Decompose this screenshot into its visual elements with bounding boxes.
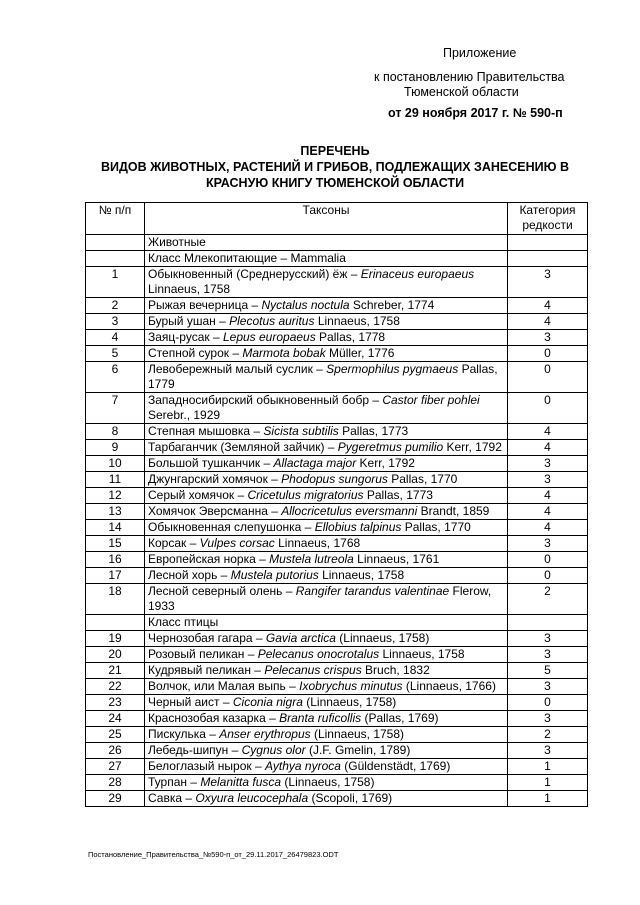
taxon-author: Pallas, 1770 [401, 520, 471, 534]
table-row [86, 488, 588, 504]
latin-name: Rangifer tarandus valentinae [295, 584, 450, 598]
row-number: 20 [86, 647, 145, 663]
taxon-cell [145, 362, 508, 393]
taxon-author: Pallas, 1773 [338, 424, 409, 438]
table-row [86, 775, 588, 791]
row-number: 24 [86, 711, 145, 727]
russian-name: Турпан – [148, 775, 201, 789]
table-row [86, 440, 588, 456]
rarity-category: 3 [508, 330, 588, 346]
taxon-cell [145, 552, 508, 568]
section-row [86, 615, 588, 631]
latin-name: Castor fiber pohlei [382, 393, 480, 407]
row-number: 22 [86, 679, 145, 695]
table-row [86, 504, 588, 520]
table-row [86, 536, 588, 552]
rarity-category: 1 [508, 775, 588, 791]
latin-name: Ixobrychus minutus [299, 679, 403, 693]
taxon-author: Pallas, 1770 [387, 472, 458, 486]
taxon-cell [145, 584, 508, 615]
taxon-author: Kerr, 1792 [443, 440, 502, 454]
taxon-cell [145, 727, 508, 743]
taxon-author: Pallas, 1779 [148, 362, 498, 391]
section-label: Класс птицы [145, 615, 508, 631]
russian-name: Лебедь-шипун – [148, 743, 242, 757]
row-number: 2 [86, 298, 145, 314]
russian-name: Тарбаганчик (Земляной зайчик) – [148, 440, 338, 454]
row-number: 4 [86, 330, 145, 346]
table-row [86, 267, 588, 298]
russian-name: Большой тушканчик – [148, 456, 274, 470]
rarity-category: 3 [508, 472, 588, 488]
row-number: 28 [86, 775, 145, 791]
latin-name: Phodopus sungorus [281, 472, 388, 486]
row-number: 14 [86, 520, 145, 536]
taxon-author: Serebr., 1929 [148, 408, 221, 422]
latin-name: Ciconia nigra [232, 695, 303, 709]
rarity-category: 3 [508, 631, 588, 647]
taxon-cell [145, 488, 508, 504]
rarity-category: 0 [508, 362, 588, 393]
russian-name: Бурый ушан – [148, 314, 230, 328]
latin-name: Plecotus auritus [229, 314, 315, 328]
latin-name: Cygnus olor [241, 743, 306, 757]
latin-name: Branta ruficollis [279, 711, 362, 725]
row-number: 7 [86, 393, 145, 424]
taxon-author: (Linnaeus, 1758) [335, 631, 430, 645]
table-row [86, 520, 588, 536]
russian-name: Степной сурок – [148, 346, 243, 360]
russian-name: Розовый пеликан – [148, 647, 258, 661]
table-body [86, 235, 588, 807]
rarity-category: 4 [508, 520, 588, 536]
taxon-cell [145, 695, 508, 711]
table-row [86, 568, 588, 584]
russian-name: Западносибирский обыкновенный бобр – [148, 393, 383, 407]
header-category: Категория редкости [508, 203, 588, 235]
rarity-category: 3 [508, 267, 588, 298]
latin-name: Lepus europaeus [222, 330, 316, 344]
rarity-category: 2 [508, 584, 588, 615]
taxon-cell [145, 631, 508, 647]
species-table [85, 202, 588, 807]
row-number: 11 [86, 472, 145, 488]
rarity-category: 4 [508, 504, 588, 520]
rarity-category: 3 [508, 647, 588, 663]
taxon-author: Linnaeus, 1758 [314, 314, 400, 328]
russian-name: Левобережный малый суслик – [148, 362, 327, 376]
header-taxa: Таксоны [145, 203, 508, 235]
russian-name: Серый хомячок – [148, 488, 248, 502]
russian-name: Кудрявый пеликан – [148, 663, 265, 677]
russian-name: Чернозобая гагара – [148, 631, 266, 645]
russian-name: Европейская норка – [148, 552, 270, 566]
taxon-cell [145, 759, 508, 775]
latin-name: Pelecanus onocrotalus [257, 647, 380, 661]
latin-name: Anser erythropus [219, 727, 311, 741]
taxon-cell [145, 393, 508, 424]
taxon-cell [145, 791, 508, 807]
taxon-author: (Linnaeus, 1758) [302, 695, 397, 709]
taxon-author: Linnaeus, 1758 [379, 647, 465, 661]
latin-name: Mustela putorius [230, 568, 319, 582]
row-number: 16 [86, 552, 145, 568]
taxon-author: Linnaeus, 1758 [148, 282, 231, 296]
section-label: Класс Млекопитающие – Mammalia [145, 251, 508, 267]
taxon-cell [145, 711, 508, 727]
decree-date: от 29 ноября 2017 г. № 590-п [388, 106, 563, 120]
taxon-author: Brandt, 1859 [417, 504, 490, 518]
row-number: 1 [86, 267, 145, 298]
latin-name: Erinaceus europaeus [360, 267, 475, 281]
rarity-category: 5 [508, 663, 588, 679]
section-row [86, 235, 588, 251]
rarity-category: 1 [508, 791, 588, 807]
russian-name: Заяц-русак – [148, 330, 223, 344]
taxon-cell [145, 267, 508, 298]
table-row [86, 472, 588, 488]
russian-name: Лесной северный олень – [148, 584, 296, 598]
table-row [86, 679, 588, 695]
latin-name: Nyctalus noctula [261, 298, 350, 312]
table-row [86, 727, 588, 743]
taxon-cell [145, 424, 508, 440]
latin-name: Ellobius talpinus [314, 520, 402, 534]
taxon-cell [145, 346, 508, 362]
table-row [86, 424, 588, 440]
russian-name: Джунгарский хомячок – [148, 472, 282, 486]
latin-name: Pelecanus crispus [264, 663, 362, 677]
rarity-category: 0 [508, 552, 588, 568]
taxon-cell [145, 536, 508, 552]
table-row [86, 298, 588, 314]
taxon-cell [145, 679, 508, 695]
latin-name: Vulpes corsac [199, 536, 275, 550]
rarity-category: 0 [508, 568, 588, 584]
taxon-cell [145, 504, 508, 520]
row-number: 10 [86, 456, 145, 472]
file-footer: Постановление_Правительства_№590-п_от_29.11.2017_26479823.ODT [88, 850, 339, 859]
latin-name: Gavia arctica [265, 631, 336, 645]
russian-name: Хомячок Эверсманна – [148, 504, 282, 518]
latin-name: Oxyura leucocephala [195, 791, 309, 805]
taxon-author: Kerr, 1792 [356, 456, 415, 470]
appendix-label: Приложение [443, 46, 517, 60]
latin-name: Cricetulus migratorius [247, 488, 364, 502]
rarity-category: 3 [508, 456, 588, 472]
taxon-cell [145, 663, 508, 679]
rarity-category: 4 [508, 314, 588, 330]
row-number: 26 [86, 743, 145, 759]
table-row [86, 711, 588, 727]
section-row [86, 251, 588, 267]
table-row [86, 346, 588, 362]
taxon-author: (Linnaeus, 1758) [281, 775, 375, 789]
row-number: 8 [86, 424, 145, 440]
russian-name: Пискулька – [148, 727, 220, 741]
taxon-cell [145, 314, 508, 330]
rarity-category: 4 [508, 298, 588, 314]
rarity-category: 3 [508, 679, 588, 695]
rarity-category: 3 [508, 536, 588, 552]
russian-name: Рыжая вечерница – [148, 298, 262, 312]
table-row [86, 791, 588, 807]
row-number: 3 [86, 314, 145, 330]
table-row [86, 362, 588, 393]
taxon-author: Linnaeus, 1768 [274, 536, 361, 550]
taxon-author: Schreber, 1774 [349, 298, 435, 312]
table-row [86, 456, 588, 472]
taxon-author: Bruch, 1832 [361, 663, 430, 677]
decree-reference: к постановлению Правительства [374, 70, 565, 84]
table-row [86, 584, 588, 615]
russian-name: Корсак – [148, 536, 200, 550]
row-number: 18 [86, 584, 145, 615]
taxon-cell [145, 440, 508, 456]
rarity-category: 0 [508, 346, 588, 362]
russian-name: Черный аист – [148, 695, 233, 709]
taxon-author: (Linnaeus, 1758) [310, 727, 405, 741]
russian-name: Обыкновенный (Среднерусский) ёж – [148, 267, 361, 281]
row-number: 27 [86, 759, 145, 775]
rarity-category: 1 [508, 759, 588, 775]
row-number: 19 [86, 631, 145, 647]
taxon-author: Müller, 1776 [325, 346, 395, 360]
title-line-2: ВИДОВ ЖИВОТНЫХ, РАСТЕНИЙ И ГРИБОВ, ПОДЛЕЖАЩИХ ЗАНЕСЕНИЮ В [100, 160, 570, 174]
taxon-author: (J.F. Gmelin, 1789) [305, 743, 411, 757]
row-number: 13 [86, 504, 145, 520]
taxon-cell [145, 330, 508, 346]
taxon-cell [145, 647, 508, 663]
latin-name: Aythya nyroca [264, 759, 341, 773]
russian-name: Волчок, или Малая выпь – [148, 679, 300, 693]
section-label: Животные [145, 235, 508, 251]
rarity-category: 4 [508, 488, 588, 504]
taxon-cell [145, 568, 508, 584]
latin-name: Sicista subtilis [263, 424, 339, 438]
latin-name: Mustela lutreola [269, 552, 354, 566]
table-row [86, 647, 588, 663]
russian-name: Белоглазый нырок – [148, 759, 265, 773]
rarity-category: 4 [508, 440, 588, 456]
russian-name: Степная мышовка – [148, 424, 264, 438]
row-number: 29 [86, 791, 145, 807]
taxon-cell [145, 298, 508, 314]
taxon-cell [145, 775, 508, 791]
row-number: 5 [86, 346, 145, 362]
table-row [86, 663, 588, 679]
rarity-category: 0 [508, 393, 588, 424]
table-row [86, 552, 588, 568]
latin-name: Pygeretmus pumilio [337, 440, 444, 454]
rarity-category: 3 [508, 711, 588, 727]
table-row [86, 314, 588, 330]
russian-name: Обыкновенная слепушонка – [148, 520, 315, 534]
taxon-author: Linnaeus, 1761 [353, 552, 440, 566]
latin-name: Spermophilus pygmaeus [326, 362, 459, 376]
taxon-author: (Güldenstädt, 1769) [340, 759, 451, 773]
rarity-category: 0 [508, 695, 588, 711]
taxon-author: (Scopoli, 1769) [308, 791, 393, 805]
table-row [86, 393, 588, 424]
table-row [86, 759, 588, 775]
region-name: Тюменской области [404, 85, 519, 99]
latin-name: Allactaga major [273, 456, 357, 470]
taxon-cell [145, 743, 508, 759]
russian-name: Савка – [148, 791, 196, 805]
row-number: 17 [86, 568, 145, 584]
russian-name: Краснозобая казарка – [148, 711, 280, 725]
row-number: 6 [86, 362, 145, 393]
title-line-3: КРАСНУЮ КНИГУ ТЮМЕНСКОЙ ОБЛАСТИ [205, 176, 465, 190]
row-number: 9 [86, 440, 145, 456]
row-number: 25 [86, 727, 145, 743]
rarity-category: 4 [508, 424, 588, 440]
title-line-1: ПЕРЕЧЕНЬ [300, 144, 370, 158]
latin-name: Melanitta fusca [200, 775, 282, 789]
header-number: № п/п [86, 203, 145, 235]
rarity-category: 3 [508, 743, 588, 759]
row-number: 21 [86, 663, 145, 679]
taxon-cell [145, 520, 508, 536]
taxon-author: (Pallas, 1769) [361, 711, 439, 725]
latin-name: Allocricetulus eversmanni [281, 504, 418, 518]
taxon-author: Flerow, 1933 [148, 584, 492, 613]
table-row [86, 631, 588, 647]
taxon-author: Linnaeus, 1758 [318, 568, 405, 582]
taxon-cell [145, 472, 508, 488]
table-row [86, 695, 588, 711]
taxon-cell [145, 456, 508, 472]
taxon-author: Pallas, 1778 [315, 330, 386, 344]
row-number: 15 [86, 536, 145, 552]
table-row [86, 330, 588, 346]
table-row [86, 743, 588, 759]
rarity-category: 2 [508, 727, 588, 743]
row-number: 23 [86, 695, 145, 711]
latin-name: Marmota bobak [242, 346, 326, 360]
row-number: 12 [86, 488, 145, 504]
taxon-author: Pallas, 1773 [363, 488, 433, 502]
russian-name: Лесной хорь – [148, 568, 231, 582]
taxon-author: (Linnaeus, 1766) [402, 679, 496, 693]
table-header-row [86, 203, 588, 235]
